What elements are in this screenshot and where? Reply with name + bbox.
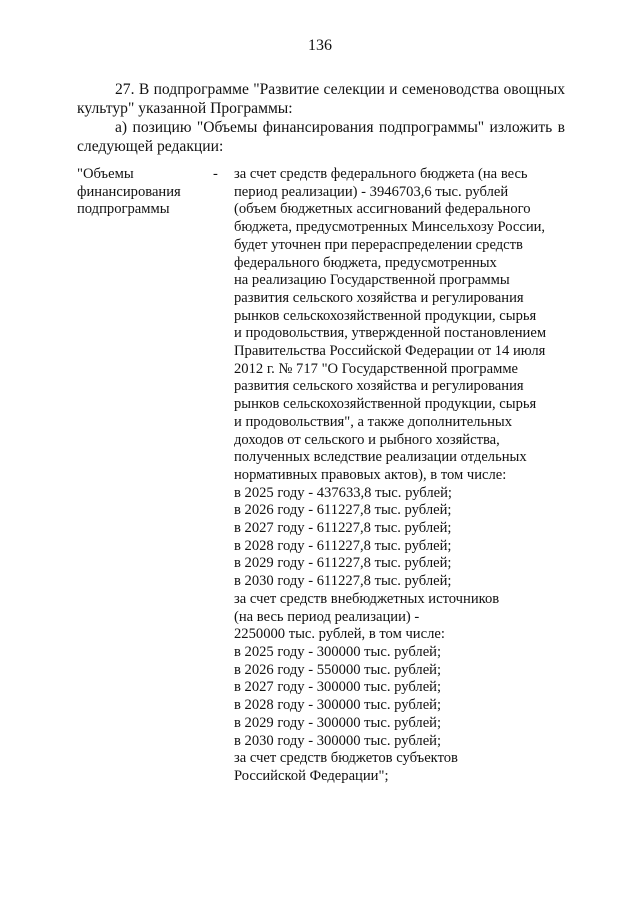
- row-content-line: доходов от сельского и рыбного хозяйства,: [234, 431, 500, 448]
- row-content-line: в 2028 году - 300000 тыс. рублей;: [234, 697, 442, 714]
- row-content-line: в 2030 году - 611227,8 тыс. рублей;: [234, 573, 452, 590]
- row-label: [77, 166, 207, 219]
- row-content: [234, 166, 564, 786]
- row-content-line: бюджета, предусмотренных Минсельхозу России,: [234, 219, 546, 236]
- row-content-line: (объем бюджетных ассигнований федерального: [234, 201, 531, 218]
- intro-text: [77, 80, 565, 156]
- row-content-line: федерального бюджета, предусмотренных: [234, 254, 497, 271]
- row-content-line: 2012 г. № 717 "О Государственной программе: [234, 360, 519, 377]
- row-content-line: 2250000 тыс. рублей, в том числе:: [234, 626, 445, 643]
- row-content-line: за счет средств внебюджетных источников: [234, 590, 500, 607]
- page-number: 136: [308, 37, 332, 54]
- paragraph-a: а) позицию "Объемы финансирования подпрограммы" изложить в следующей редакции:: [77, 119, 565, 155]
- row-content-line: в 2025 году - 437633,8 тыс. рублей;: [234, 484, 452, 501]
- row-content-line: в 2030 году - 300000 тыс. рублей;: [234, 732, 442, 749]
- row-content-line: Правительства Российской Федерации от 14 июля: [234, 343, 546, 360]
- row-content-line: рынков сельскохозяйственной продукции, сырья: [234, 307, 537, 324]
- row-content-line: нормативных правовых актов), в том числе:: [234, 466, 507, 483]
- row-content-line: за счет средств федерального бюджета (на весь: [234, 166, 528, 182]
- paragraph-27: 27. В подпрограмме "Развитие селекции и семеноводства овощных культур" указанной Программы:: [77, 81, 565, 117]
- row-content-line: в 2028 году - 611227,8 тыс. рублей;: [234, 537, 452, 554]
- row-content-line: и продовольствия, утвержденной постановлением: [234, 325, 547, 342]
- row-content-line: развития сельского хозяйства и регулирования: [234, 378, 524, 395]
- row-content-line: рынков сельскохозяйственной продукции, сырья: [234, 396, 537, 413]
- row-content-line: за счет средств бюджетов субъектов: [234, 750, 458, 767]
- row-content-line: в 2026 году - 611227,8 тыс. рублей;: [234, 502, 452, 519]
- row-content-line: на реализацию Государственной программы: [234, 272, 510, 289]
- row-content-line: в 2027 году - 300000 тыс. рублей;: [234, 679, 442, 696]
- row-content-line: в 2025 году - 300000 тыс. рублей;: [234, 643, 442, 660]
- row-label-line: подпрограммы: [77, 201, 170, 218]
- row-content-line: в 2026 году - 550000 тыс. рублей;: [234, 661, 442, 678]
- row-content-line: в 2029 году - 300000 тыс. рублей;: [234, 714, 442, 731]
- row-content-line: (на весь период реализации) -: [234, 608, 420, 625]
- row-content-line: в 2027 году - 611227,8 тыс. рублей;: [234, 520, 452, 537]
- row-dash: -: [213, 166, 218, 182]
- row-content-line: будет уточнен при перераспределении средств: [234, 236, 523, 253]
- row-content-line: полученных вследствие реализации отдельных: [234, 449, 527, 466]
- row-content-line: в 2029 году - 611227,8 тыс. рублей;: [234, 555, 452, 572]
- row-label-line: "Объемы: [77, 166, 134, 182]
- row-content-line: развития сельского хозяйства и регулирования: [234, 289, 524, 306]
- row-content-line: Российской Федерации";: [234, 767, 389, 784]
- row-label-line: финансирования: [77, 183, 181, 200]
- row-content-line: и продовольствия", а также дополнительных: [234, 413, 513, 430]
- row-content-line: период реализации) - 3946703,6 тыс. рублей: [234, 183, 509, 200]
